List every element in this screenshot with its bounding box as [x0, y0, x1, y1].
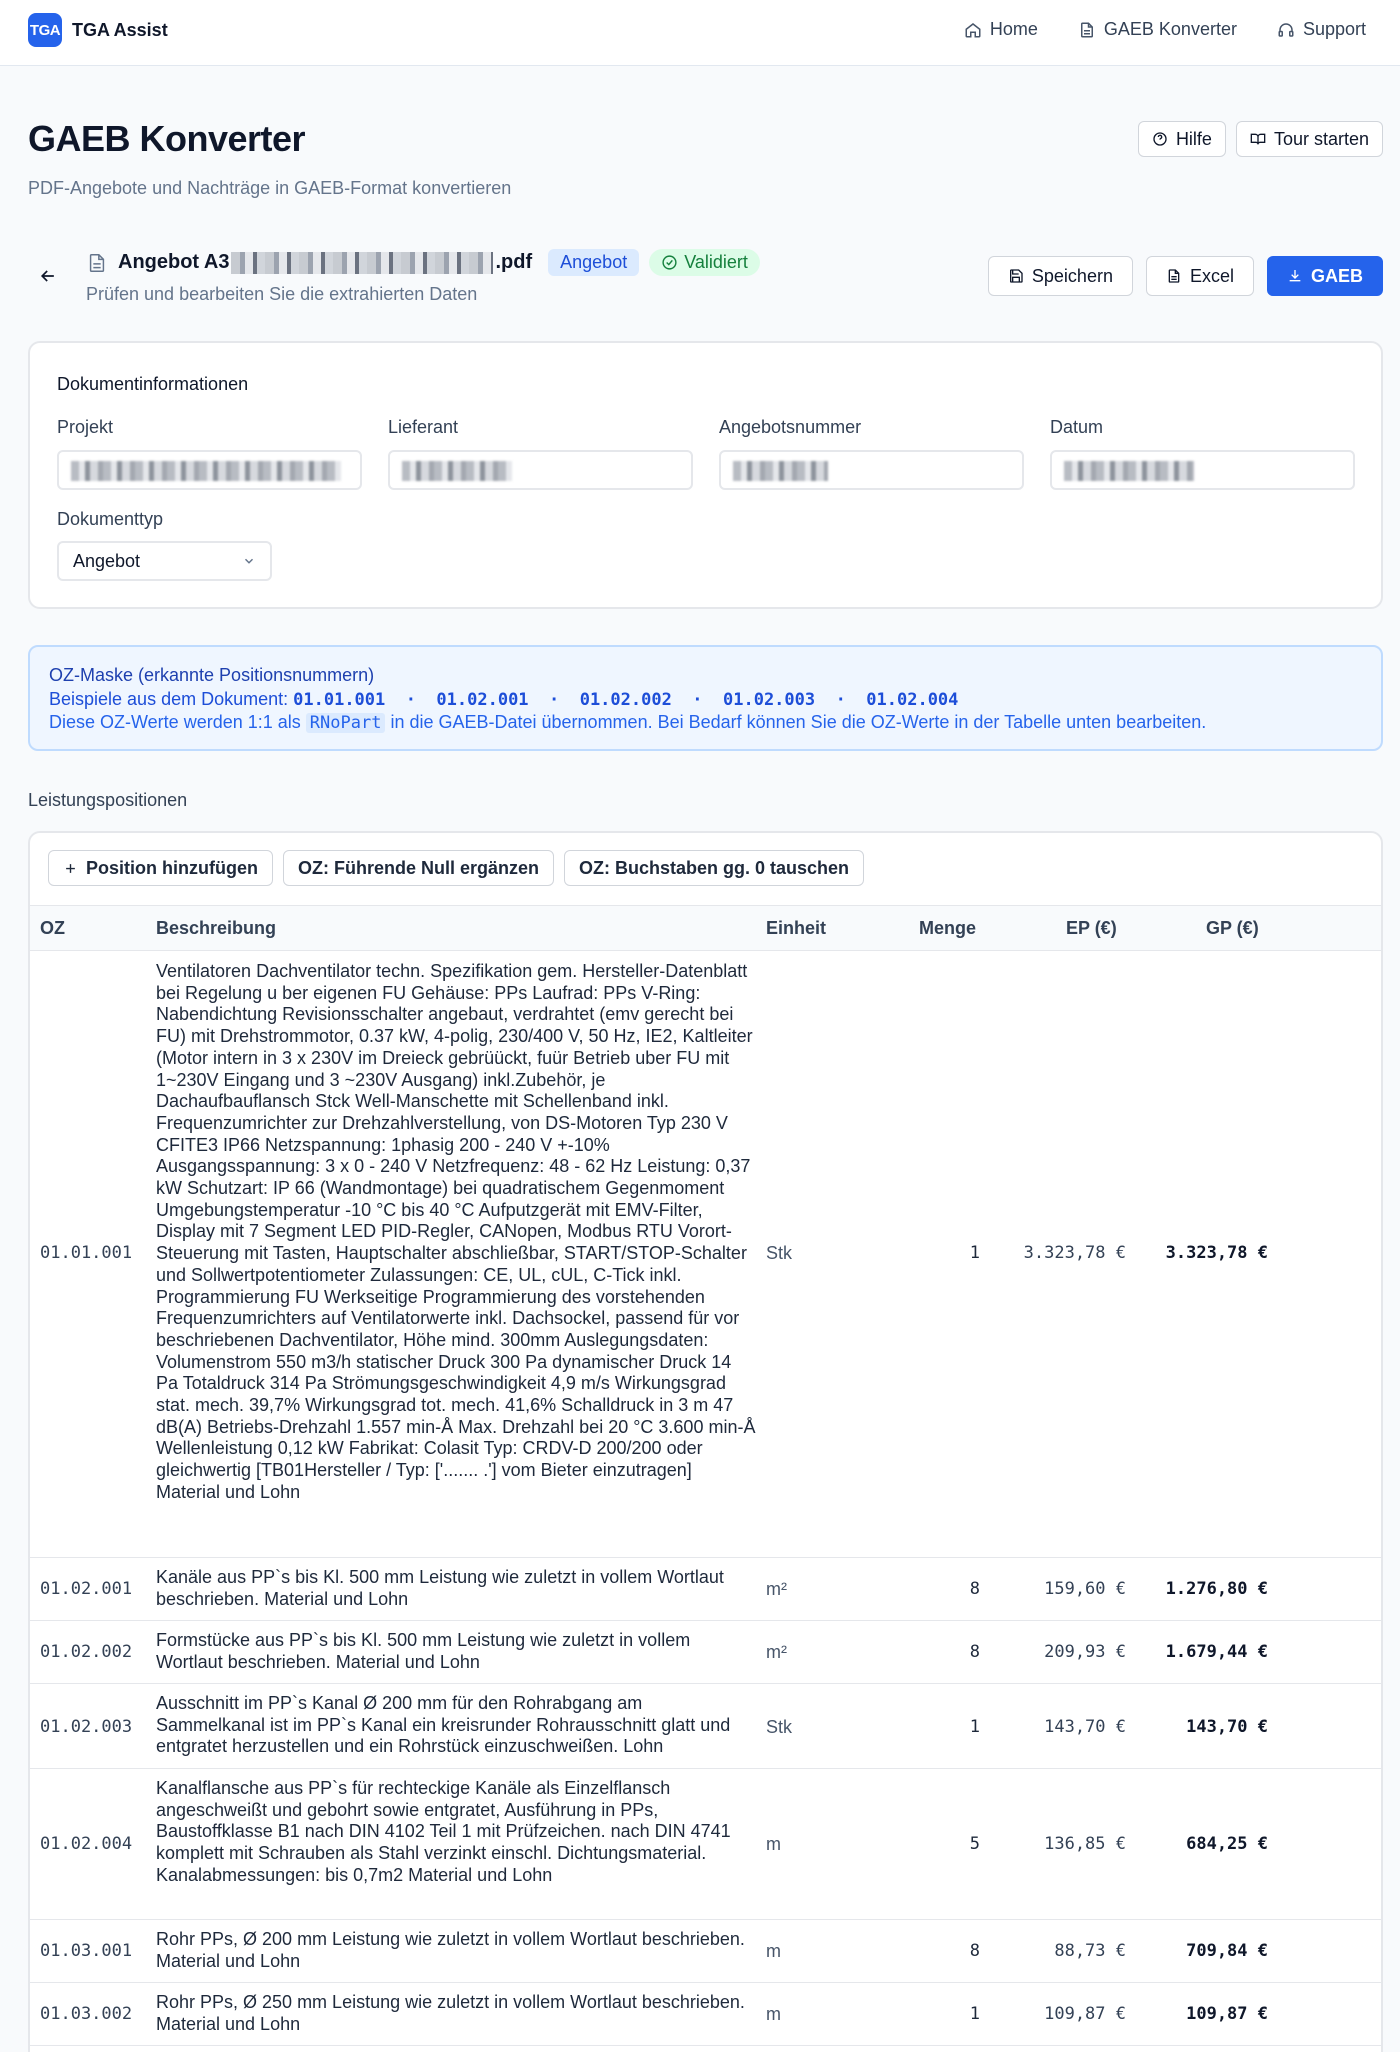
doctype-select[interactable] [57, 541, 272, 581]
top-navigation-bar [0, 0, 1400, 66]
swap-letters-label: OZ: Buchstaben gg. 0 tauschen [579, 857, 850, 878]
chevron-down-icon [242, 554, 256, 568]
cell-unit-price[interactable]: 109,87 € [1044, 2004, 1126, 2024]
cell-description[interactable]: Ausschnitt im PP`s Kanal Ø 200 mm für den Rohrabgang am Sammelkanal ist im PP`s Kanal ein kreisrunder Rohrausschnitt glatt und entgratet herzustellen und ein Rohrstück einzuschweißen. Lohn [156, 1693, 731, 1757]
check-circle-icon [661, 254, 678, 271]
cell-quantity[interactable]: 8 [969, 1941, 980, 1961]
cell-total-price: 684,25 € [1186, 1834, 1268, 1854]
cell-description[interactable]: Kanalflansche aus PP`s für rechteckige Kanäle als Einzelflansch angeschweißt und gebohrt sowie entgratet, Ausführung in PPs, Baustoffklasse B1 nach DIN 4102 Teil 1 mit Prüfzeichen. nach DIN 4741 komplett mit Schrauben als Stahl verzinkt einschl. Dichtungsmaterial. Kanalabmessungen: bis 0,7m2 Material und Lohn [156, 1778, 731, 1885]
column-header-description[interactable]: Beschreibung [156, 918, 277, 938]
nav-support[interactable] [1277, 19, 1366, 40]
document-actions [988, 256, 1383, 296]
oz-mask-note [49, 712, 1362, 733]
cell-total-price: 143,70 € [1186, 1717, 1268, 1737]
save-button[interactable] [988, 256, 1133, 296]
spreadsheet-icon [1166, 268, 1182, 284]
cell-description[interactable]: Formstücke aus PP`s bis Kl. 500 mm Leistung wie zuletzt in vollem Wortlaut beschrieben. Material und Lohn [156, 1630, 691, 1672]
document-type-badge: Angebot [548, 249, 639, 276]
document-filename-prefix: Angebot A3 [118, 251, 230, 273]
cell-unit-price[interactable]: 209,93 € [1044, 1642, 1126, 1662]
save-icon [1008, 268, 1024, 284]
book-open-icon [1250, 131, 1266, 147]
oz-mask-examples [49, 689, 1362, 710]
date-field [1050, 417, 1355, 490]
cell-unit[interactable]: m [766, 1941, 781, 1961]
cell-unit[interactable]: m [766, 2004, 781, 2024]
cell-unit[interactable]: Stk [766, 1243, 793, 1263]
nav-home-label: Home [989, 19, 1038, 39]
cell-total-price: 1.276,80 € [1165, 1579, 1268, 1599]
doctype-label: Dokumenttyp [57, 509, 164, 529]
nav-gaeb-konverter[interactable] [1078, 19, 1237, 40]
oz-note-code: RNoPart [306, 713, 386, 733]
cell-unit-price[interactable]: 3.323,78 € [1023, 1243, 1126, 1263]
info-card-title: Dokumentinformationen [57, 374, 249, 394]
tour-label: Tour starten [1273, 128, 1369, 149]
cell-unit-price[interactable]: 159,60 € [1044, 1579, 1126, 1599]
add-position-button[interactable] [48, 850, 273, 886]
cell-quantity[interactable]: 1 [969, 1717, 980, 1737]
doctype-value: Angebot [73, 550, 141, 571]
project-input[interactable] [57, 450, 362, 490]
cell-total-price: 709,84 € [1186, 1941, 1268, 1961]
oz-examples-label: Beispiele aus dem Dokument: [49, 689, 289, 709]
nav-home[interactable] [964, 19, 1038, 40]
project-field [57, 417, 362, 490]
date-label: Datum [1050, 417, 1104, 437]
table-row[interactable] [30, 1558, 1381, 1621]
document-filename [118, 251, 532, 274]
cell-unit[interactable]: m² [766, 1579, 787, 1599]
leading-zero-button[interactable] [283, 850, 554, 886]
redacted-value [402, 461, 512, 481]
cell-quantity[interactable]: 1 [969, 2004, 980, 2024]
column-header-oz[interactable]: OZ [40, 918, 65, 938]
download-icon [1287, 268, 1303, 284]
brand-name: TGA Assist [72, 19, 168, 40]
redacted-filename [231, 252, 493, 274]
page-subtitle: PDF-Angebote und Nachträge in GAEB-Format konvertieren [28, 178, 512, 198]
oz-note-before: Diese OZ-Werte werden 1:1 als [49, 712, 301, 732]
cell-oz[interactable]: 01.02.003 [40, 1717, 133, 1737]
cell-description[interactable]: Rohr PPs, Ø 250 mm Leistung wie zuletzt in vollem Wortlaut beschrieben. Material und Lohn [156, 1992, 745, 2034]
document-icon [86, 252, 108, 274]
headphones-icon [1277, 21, 1295, 39]
column-header-unit[interactable]: Einheit [766, 918, 827, 938]
cell-unit[interactable]: m [766, 1834, 781, 1854]
table-row[interactable] [30, 1920, 1381, 1983]
document-filename-suffix: .pdf [495, 251, 533, 273]
page-title: GAEB Konverter [28, 118, 306, 159]
supplier-field [388, 417, 693, 490]
document-information-card [28, 341, 1383, 609]
brand[interactable] [28, 13, 168, 47]
cell-oz[interactable]: 01.01.001 [40, 1243, 133, 1263]
cell-unit[interactable]: m² [766, 1642, 787, 1662]
table-row[interactable] [30, 1983, 1381, 2046]
table-toolbar [48, 850, 864, 886]
cell-total-price: 3.323,78 € [1165, 1243, 1268, 1263]
nav-support-label: Support [1302, 19, 1366, 39]
save-label: Speichern [1031, 265, 1113, 286]
supplier-input[interactable] [388, 450, 693, 490]
gaeb-export-button[interactable] [1267, 256, 1383, 296]
excel-export-button[interactable] [1146, 256, 1254, 296]
help-circle-icon [1152, 131, 1168, 147]
document-header [86, 249, 760, 276]
leading-zero-label: OZ: Führende Null ergänzen [297, 857, 539, 878]
document-hint: Prüfen und bearbeiten Sie die extrahierten Daten [86, 284, 478, 304]
redacted-value [1064, 461, 1194, 481]
column-header-unit-price[interactable]: EP (€) [1066, 918, 1117, 938]
cell-total-price: 109,87 € [1186, 2004, 1268, 2024]
home-icon [964, 21, 982, 39]
offer-number-label: Angebotsnummer [719, 417, 862, 437]
cell-quantity[interactable]: 8 [969, 1642, 980, 1662]
header-actions [1138, 121, 1383, 157]
oz-note-after: in die GAEB-Datei übernommen. Bei Bedarf können Sie die OZ-Werte in der Tabelle unten bearbeiten. [390, 712, 1207, 732]
cell-oz[interactable]: 01.02.001 [40, 1579, 133, 1599]
oz-mask-title: OZ-Maske (erkannte Positionsnummern) [49, 665, 375, 685]
tour-button[interactable] [1236, 121, 1383, 157]
oz-examples-codes: 01.01.001 · 01.02.001 · 01.02.002 · 01.02.003 · 01.02.004 [293, 690, 959, 710]
offer-number-input[interactable] [719, 450, 1024, 490]
cell-quantity[interactable]: 5 [969, 1834, 980, 1854]
table-row[interactable] [30, 1621, 1381, 1684]
brand-logo: TGA [28, 13, 62, 47]
main-nav [964, 19, 1366, 40]
excel-label: Excel [1189, 265, 1234, 286]
positions-section-title: Leistungspositionen [28, 790, 188, 810]
cell-unit-price[interactable]: 136,85 € [1044, 1834, 1126, 1854]
cell-unit[interactable]: Stk [766, 1717, 793, 1737]
date-input[interactable] [1050, 450, 1355, 490]
validated-label: Validiert [684, 252, 748, 272]
table-row[interactable] [30, 1769, 1381, 1920]
column-header-quantity[interactable]: Menge [919, 918, 977, 938]
supplier-label: Lieferant [388, 417, 459, 437]
cell-total-price: 1.679,44 € [1165, 1642, 1268, 1662]
cell-oz[interactable]: 01.03.002 [40, 2004, 133, 2024]
back-arrow-icon[interactable] [38, 266, 58, 286]
project-label: Projekt [57, 417, 114, 437]
column-header-total-price[interactable]: GP (€) [1206, 918, 1259, 938]
cell-description[interactable]: Rohr PPs, Ø 200 mm Leistung wie zuletzt in vollem Wortlaut beschrieben. Material und Lohn [156, 1929, 745, 1971]
positions-table-card [28, 831, 1383, 2052]
file-icon [1078, 21, 1096, 39]
cell-unit-price[interactable]: 88,73 € [1054, 1941, 1126, 1961]
cell-quantity[interactable]: 1 [969, 1243, 980, 1263]
cell-oz[interactable]: 01.02.004 [40, 1834, 133, 1854]
validated-badge [649, 249, 760, 276]
oz-mask-info [28, 645, 1383, 751]
cell-oz[interactable]: 01.02.002 [40, 1642, 133, 1662]
cell-quantity[interactable]: 8 [969, 1579, 980, 1599]
cell-description[interactable]: Kanäle aus PP`s bis Kl. 500 mm Leistung wie zuletzt in vollem Wortlaut beschrieben. Material und Lohn [156, 1567, 724, 1609]
nav-gaeb-label: GAEB Konverter [1103, 19, 1237, 39]
table-row[interactable] [30, 951, 1381, 1558]
swap-letters-button[interactable] [564, 850, 864, 886]
help-button[interactable] [1138, 121, 1226, 157]
gaeb-label: GAEB [1310, 265, 1363, 286]
help-label: Hilfe [1175, 128, 1212, 149]
redacted-value [71, 461, 341, 481]
plus-icon [63, 861, 78, 876]
offer-number-field [719, 417, 1024, 490]
cell-unit-price[interactable]: 143,70 € [1044, 1717, 1126, 1737]
add-position-label: Position hinzufügen [86, 857, 258, 878]
table-row[interactable] [30, 1684, 1381, 1769]
redacted-value [733, 461, 828, 481]
table-header [30, 905, 1381, 951]
cell-oz[interactable]: 01.03.001 [40, 1941, 133, 1961]
cell-description[interactable]: Ventilatoren Dachventilator techn. Spezifikation gem. Hersteller-Datenblatt bei Regelung u ber eigenen FU Gehäuse: PPs Laufrad: PPs V-Ring: Nabendichtung Revisionsschalter angebaut, verdrahtet (emv gerecht bei FU) mit Drehstrommotor, 0.37 kW, 4-polig, 230/400 V, 50 Hz, IE2, Kaltleiter (Motor intern in 3 x 230V im Dreieck gebrüückt, fuür Betrieb uber FU mit 1~230V Eingang und 3 ~230V Ausgang) inkl.Zubehör, je Dachaufbauflansch Stck Well-Manschette mit Schellenband inkl. Frequenzumrichter zur Drehzahlverstellung, von DS-Motoren Typ 230 V CFITE3 IP66 Netzspannung: 1phasig 200 - 240 V +-10% Ausgangsspannung: 3 x 0 - 240 V Netzfrequenz: 48 - 62 Hz Leistung: 0,37 kW Schutzart: IP 66 (Wandmontage) bei quadratischem Gegenmoment Umgebungstemperatur -10 °C bis 40 °C Aufputzgerät mit EMV-Filter, Display mit 7 Segment LED PID-Regler, CANopen, Modbus RTU Vorort-Steuerung mit Tasten, Hauptschalter abschließbar, START/STOP-Schalter und Sollwertpotentiometer Zulassungen: CE, UL, cUL, C-Tick inkl. Programmierung FU Werkseitige Programmierung des vorstehenden Frequenzumrichters auf Ventilatorwerte inkl. Dachsockel, passend für vor beschriebenen Dachventilator, Höhe mind. 300mm Auslegungsdaten: Volumenstrom 550 m3/h statischer Druck 300 Pa dynamischer Druck 14 Pa Totaldruck 314 Pa Strömungsgeschwindigkeit 4,9 m/s Wirkungsgrad stat. mech. 39,7% Wirkungsgrad tot. mech. 41,6% Schalldruck in 3 m 47 dB(A) Betriebs-Drehzahl 1.557 min-Å Max. Drehzahl bei 20 °C 3.600 min-Å Wellenleistung 0,12 kW Fabrikat: Colasit Typ: CRDV-D 200/200 oder gleichwertig [TB01Hersteller / Typ: ['....... .'] vom Bieter einzutragen] Material und Lohn [156, 961, 756, 1502]
